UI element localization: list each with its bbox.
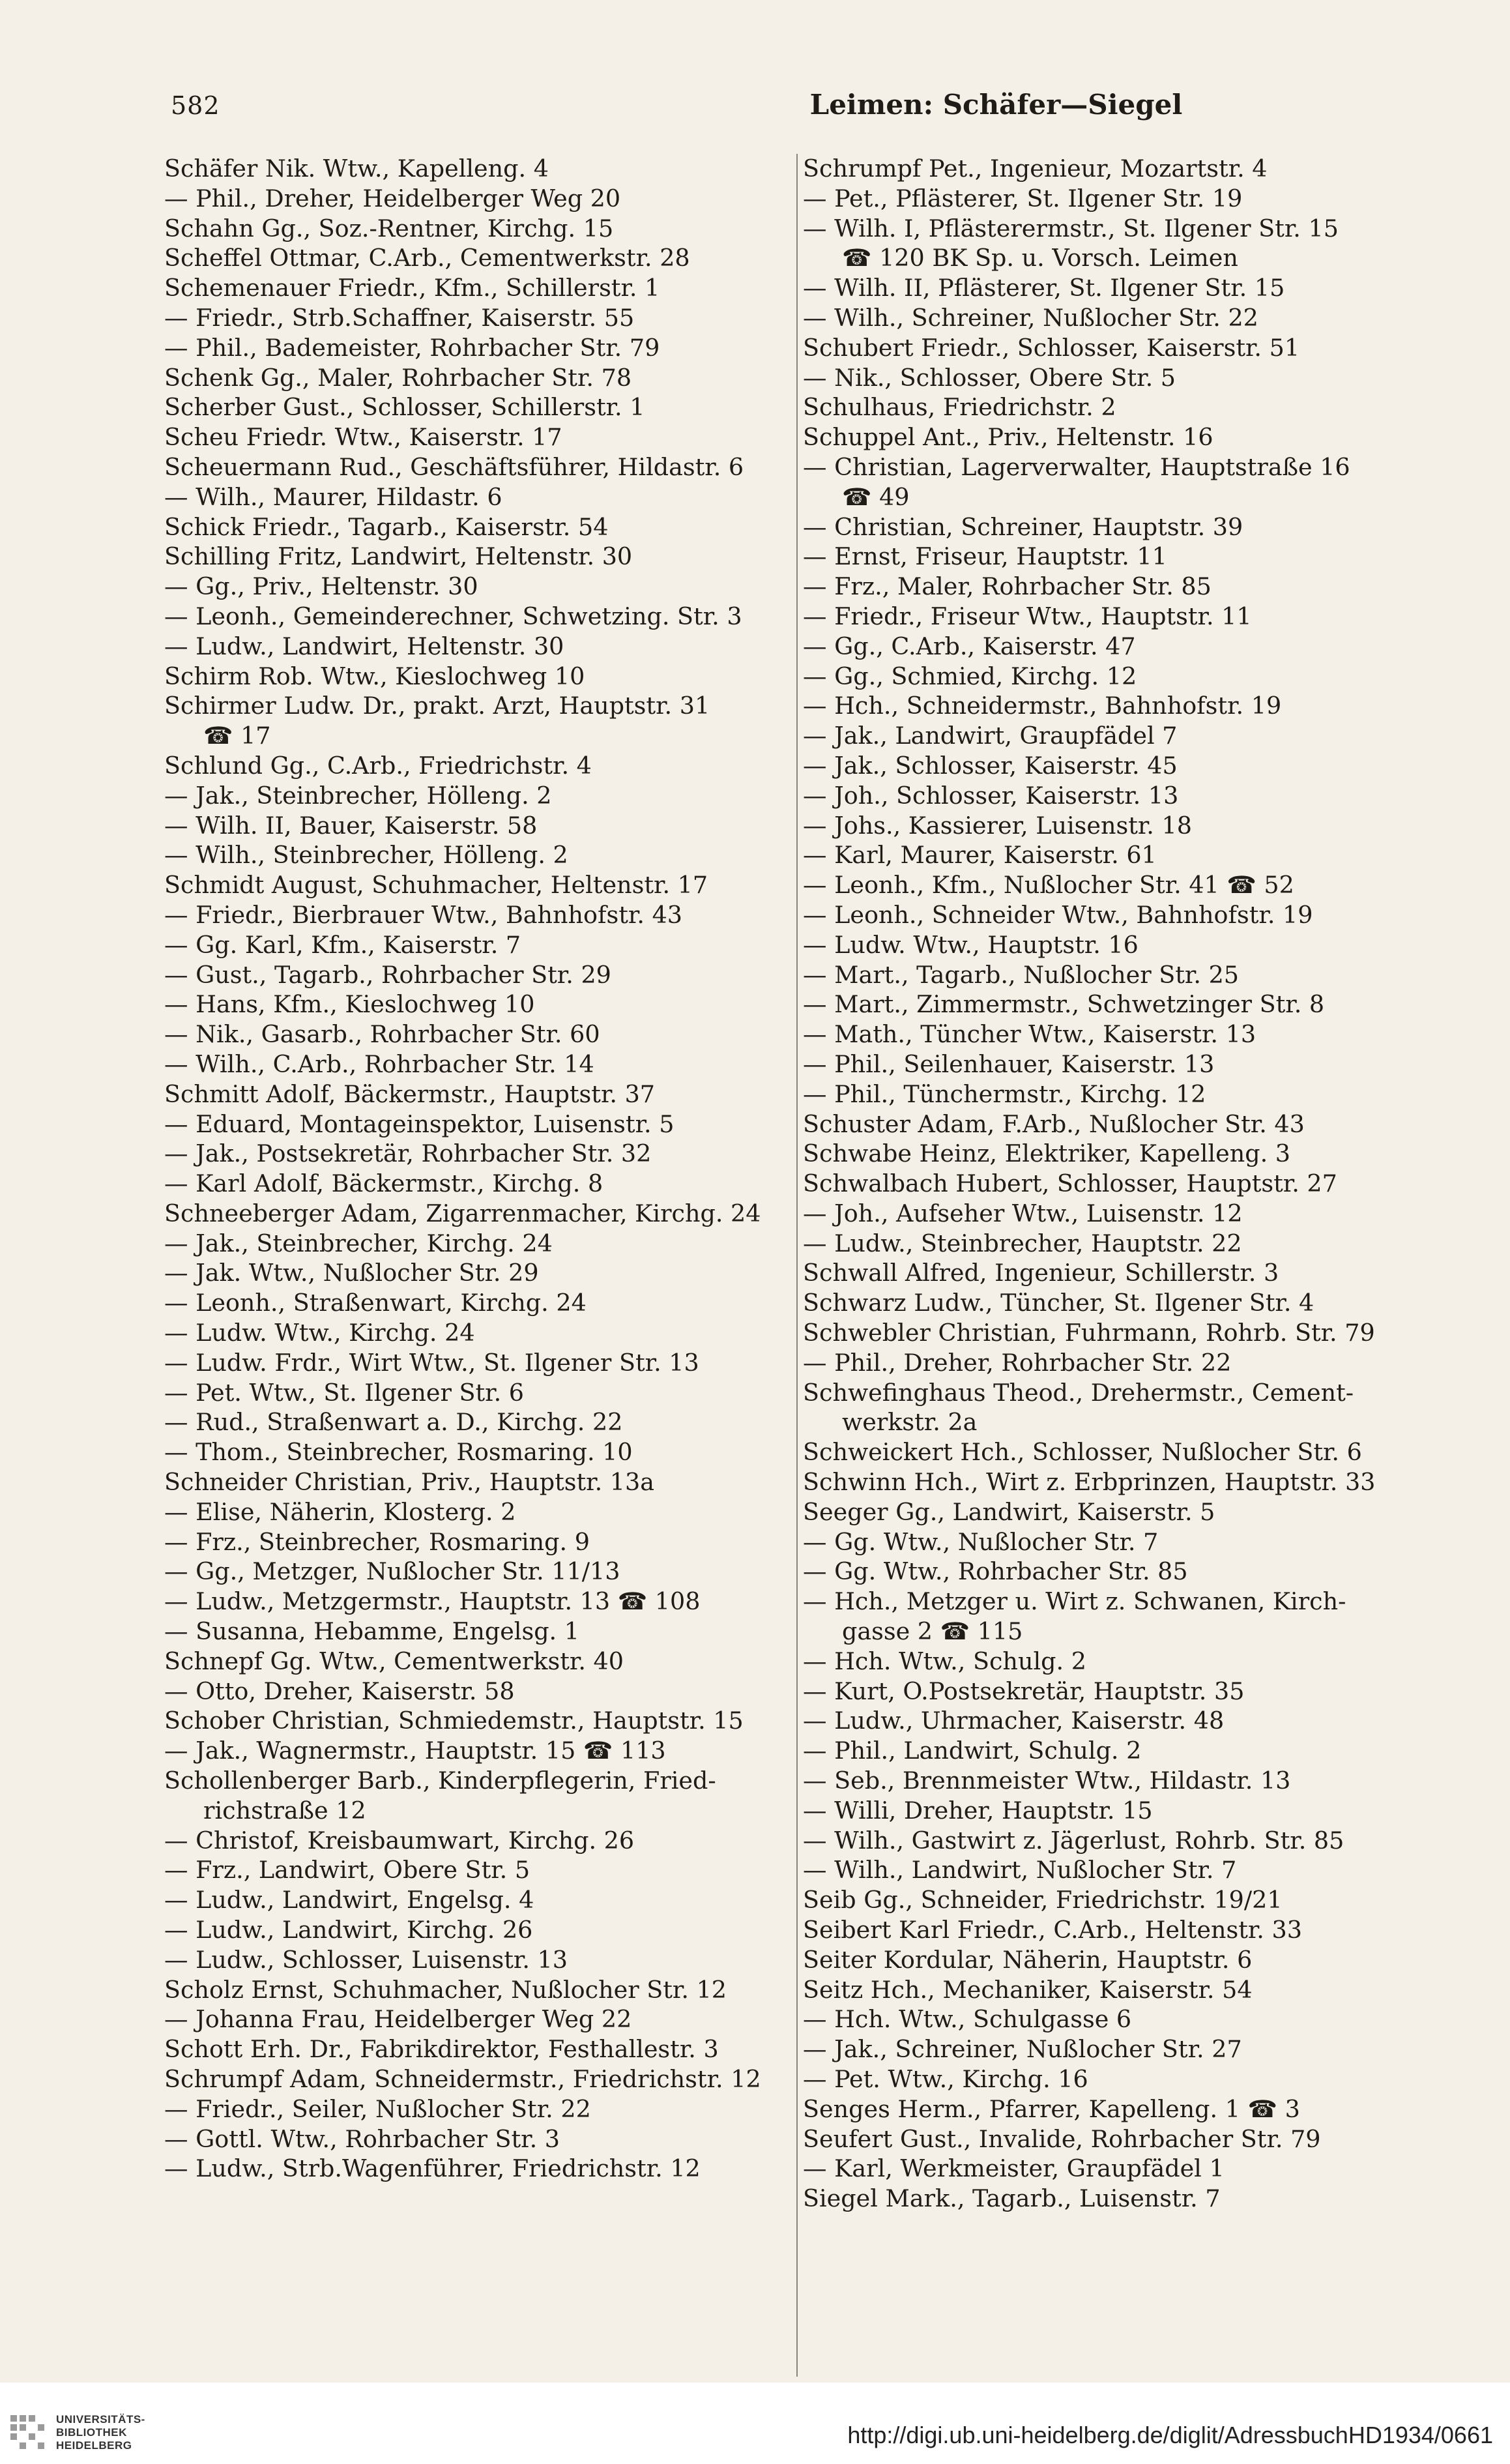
directory-entry: Schmidt August, Schuhmacher, Heltenstr. 17 — [164, 871, 708, 900]
directory-entry: — Leonh., Gemeinderechner, Schwetzing. Str. 3 — [164, 602, 742, 630]
directory-entry: — Math., Tüncher Wtw., Kaiserstr. 13 — [803, 1020, 1256, 1049]
directory-entry: — Ludw., Landwirt, Engelsg. 4 — [164, 1886, 534, 1914]
directory-entry: — Gg. Wtw., Nußlocher Str. 7 — [803, 1527, 1159, 1556]
directory-entry: — Jak., Steinbrecher, Hölleng. 2 — [164, 781, 552, 810]
directory-entry: — Eduard, Montageinspektor, Luisenstr. 5 — [164, 1109, 675, 1138]
directory-entry: Seitz Hch., Mechaniker, Kaiserstr. 54 — [803, 1975, 1253, 2004]
directory-entry: — Wilh. II, Pflästerer, St. Ilgener Str. 15 — [803, 274, 1285, 302]
directory-entry: — Jak., Landwirt, Graupfädel 7 — [803, 722, 1178, 750]
directory-entry: — Jak., Schlosser, Kaiserstr. 45 — [803, 751, 1178, 780]
directory-entry: Schlund Gg., C.Arb., Friedrichstr. 4 — [164, 751, 592, 780]
directory-entry: Schuppel Ant., Priv., Heltenstr. 16 — [803, 423, 1213, 452]
directory-entry: — Gg. Wtw., Rohrbacher Str. 85 — [803, 1557, 1188, 1586]
directory-entry: Senges Herm., Pfarrer, Kapelleng. 1 ☎ 3 — [803, 2094, 1300, 2123]
directory-entry: — Christian, Schreiner, Hauptstr. 39 — [803, 512, 1243, 541]
directory-entry: — Friedr., Bierbrauer Wtw., Bahnhofstr. 43 — [164, 900, 683, 929]
directory-entry: — Wilh. I, Pflästerermstr., St. Ilgener Str. 15 — [803, 214, 1339, 242]
directory-entry: — Mart., Tagarb., Nußlocher Str. 25 — [803, 960, 1240, 989]
directory-entry: — Hch. Wtw., Schulgasse 6 — [803, 2005, 1132, 2034]
directory-entry-continuation: ☎ 120 BK Sp. u. Vorsch. Leimen — [842, 244, 1238, 272]
directory-entry: Schneeberger Adam, Zigarrenmacher, Kirchg. 24 — [164, 1199, 761, 1227]
directory-entry: Schemenauer Friedr., Kfm., Schillerstr. 1 — [164, 274, 660, 302]
footer-bar — [0, 2383, 1510, 2464]
directory-entry: — Ernst, Friseur, Hauptstr. 11 — [803, 542, 1167, 571]
directory-entry: — Phil., Dreher, Rohrbacher Str. 22 — [803, 1348, 1232, 1377]
directory-entry: Schirmer Ludw. Dr., prakt. Arzt, Hauptstr. 31 — [164, 692, 710, 720]
directory-entry: — Gg., C.Arb., Kaiserstr. 47 — [803, 632, 1136, 660]
directory-entry: — Friedr., Strb.Schaffner, Kaiserstr. 55 — [164, 303, 635, 332]
directory-entry: — Frz., Steinbrecher, Rosmaring. 9 — [164, 1527, 590, 1556]
directory-entry: Seiter Kordular, Näherin, Hauptstr. 6 — [803, 1945, 1253, 1974]
directory-entry: — Willi, Dreher, Hauptstr. 15 — [803, 1796, 1153, 1825]
directory-entry: Scherber Gust., Schlosser, Schillerstr. 1 — [164, 393, 645, 422]
directory-entry: — Hch., Schneidermstr., Bahnhofstr. 19 — [803, 692, 1282, 720]
directory-entry: — Phil., Tünchermstr., Kirchg. 12 — [803, 1079, 1206, 1108]
column-divider — [796, 154, 798, 2377]
directory-entry-continuation: ☎ 17 — [203, 722, 271, 750]
directory-entry: — Jak., Steinbrecher, Kirchg. 24 — [164, 1229, 553, 1257]
directory-entry: Schwarz Ludw., Tüncher, St. Ilgener Str. 4 — [803, 1289, 1314, 1317]
directory-entry: — Phil., Seilenhauer, Kaiserstr. 13 — [803, 1049, 1215, 1078]
directory-entry: — Wilh., C.Arb., Rohrbacher Str. 14 — [164, 1049, 594, 1078]
directory-entry: Schmitt Adolf, Bäckermstr., Hauptstr. 37 — [164, 1079, 656, 1108]
directory-entry: Schubert Friedr., Schlosser, Kaiserstr. 51 — [803, 333, 1300, 362]
directory-entry: Schirm Rob. Wtw., Kieslochweg 10 — [164, 662, 585, 690]
directory-entry: Siegel Mark., Tagarb., Luisenstr. 7 — [803, 2184, 1221, 2213]
directory-entry: — Leonh., Straßenwart, Kirchg. 24 — [164, 1289, 587, 1317]
directory-entry: — Frz., Landwirt, Obere Str. 5 — [164, 1856, 530, 1885]
directory-entry: Schwalbach Hubert, Schlosser, Hauptstr. 27 — [803, 1169, 1337, 1198]
directory-entry: Schwebler Christian, Fuhrmann, Rohrb. Str. 79 — [803, 1319, 1375, 1347]
directory-entry: — Leonh., Kfm., Nußlocher Str. 41 ☎ 52 — [803, 871, 1294, 900]
directory-entry: — Frz., Maler, Rohrbacher Str. 85 — [803, 572, 1212, 601]
directory-entry: — Mart., Zimmermstr., Schwetzinger Str. 8 — [803, 990, 1325, 1019]
right-column — [803, 154, 1416, 2214]
directory-entry: — Hch., Metzger u. Wirt z. Schwanen, Kirch- — [803, 1587, 1346, 1616]
page-number: 582 — [171, 91, 220, 120]
directory-entry: — Pet. Wtw., St. Ilgener Str. 6 — [164, 1378, 525, 1407]
directory-entry: — Pet. Wtw., Kirchg. 16 — [803, 2065, 1088, 2093]
directory-entry: — Ludw., Uhrmacher, Kaiserstr. 48 — [803, 1707, 1225, 1735]
directory-entry: Seibert Karl Friedr., C.Arb., Heltenstr. 33 — [803, 1916, 1302, 1944]
directory-entry: — Karl Adolf, Bäckermstr., Kirchg. 8 — [164, 1169, 603, 1198]
directory-entry: — Rud., Straßenwart a. D., Kirchg. 22 — [164, 1408, 623, 1437]
directory-entry: — Christian, Lagerverwalter, Hauptstraße 16 — [803, 452, 1350, 481]
directory-entry: — Wilh., Schreiner, Nußlocher Str. 22 — [803, 303, 1258, 332]
directory-entry-continuation: richstraße 12 — [203, 1796, 366, 1825]
directory-entry: — Leonh., Schneider Wtw., Bahnhofstr. 19 — [803, 900, 1313, 929]
directory-entry: — Ludw. Wtw., Hauptstr. 16 — [803, 930, 1139, 959]
directory-entry: — Wilh., Landwirt, Nußlocher Str. 7 — [803, 1856, 1237, 1885]
directory-entry: — Karl, Werkmeister, Graupfädel 1 — [803, 2154, 1225, 2183]
directory-entry: — Karl, Maurer, Kaiserstr. 61 — [803, 841, 1157, 870]
logo-line-1: UNIVERSITÄTS- — [56, 2413, 145, 2426]
directory-entry: — Thom., Steinbrecher, Rosmaring. 10 — [164, 1438, 633, 1467]
directory-entry: — Jak. Wtw., Nußlocher Str. 29 — [164, 1259, 539, 1287]
directory-entry: — Pet., Pflästerer, St. Ilgener Str. 19 — [803, 184, 1243, 213]
directory-entry-continuation: werkstr. 2a — [842, 1408, 978, 1437]
library-logo — [8, 2413, 145, 2453]
directory-entry: — Susanna, Hebamme, Engelsg. 1 — [164, 1617, 579, 1646]
library-logo-text — [56, 2413, 145, 2452]
directory-entry-continuation: gasse 2 ☎ 115 — [842, 1617, 1023, 1646]
directory-entry: Schwabe Heinz, Elektriker, Kapelleng. 3 — [803, 1139, 1291, 1168]
directory-entry: Scheu Friedr. Wtw., Kaiserstr. 17 — [164, 423, 562, 452]
directory-entry: Schwefinghaus Theod., Drehermstr., Cement- — [803, 1378, 1354, 1407]
directory-entry: Seufert Gust., Invalide, Rohrbacher Str. 79 — [803, 2124, 1321, 2153]
directory-entry-continuation: ☎ 49 — [842, 482, 910, 511]
directory-entry: Schwall Alfred, Ingenieur, Schillerstr. 3 — [803, 1259, 1279, 1287]
directory-entry: — Wilh. II, Bauer, Kaiserstr. 58 — [164, 811, 538, 840]
directory-entry: — Ludw. Wtw., Kirchg. 24 — [164, 1319, 475, 1347]
directory-entry: Schäfer Nik. Wtw., Kapelleng. 4 — [164, 154, 549, 183]
directory-entry: Seeger Gg., Landwirt, Kaiserstr. 5 — [803, 1497, 1215, 1526]
directory-entry: — Wilh., Maurer, Hildastr. 6 — [164, 482, 502, 511]
directory-entry: Seib Gg., Schneider, Friedrichstr. 19/21 — [803, 1886, 1283, 1914]
directory-entry: — Hch. Wtw., Schulg. 2 — [803, 1647, 1086, 1675]
directory-entry: — Elise, Näherin, Klosterg. 2 — [164, 1497, 516, 1526]
directory-entry: — Phil., Dreher, Heidelberger Weg 20 — [164, 184, 621, 213]
directory-entry: Scholz Ernst, Schuhmacher, Nußlocher Str. 12 — [164, 1975, 727, 2004]
directory-entry: Schulhaus, Friedrichstr. 2 — [803, 393, 1116, 422]
directory-entry: — Jak., Wagnermstr., Hauptstr. 15 ☎ 113 — [164, 1737, 666, 1765]
directory-entry: — Seb., Brennmeister Wtw., Hildastr. 13 — [803, 1767, 1291, 1795]
directory-entry: — Christof, Kreisbaumwart, Kirchg. 26 — [164, 1826, 635, 1855]
directory-entry: Schott Erh. Dr., Fabrikdirektor, Festhallestr. 3 — [164, 2035, 719, 2064]
directory-entry: — Gg. Karl, Kfm., Kaiserstr. 7 — [164, 930, 521, 959]
directory-entry: — Ludw., Schlosser, Luisenstr. 13 — [164, 1945, 568, 1974]
directory-entry: — Wilh., Gastwirt z. Jägerlust, Rohrb. Str. 85 — [803, 1826, 1344, 1855]
directory-entry: Schnepf Gg. Wtw., Cementwerkstr. 40 — [164, 1647, 624, 1675]
directory-entry: — Johs., Kassierer, Luisenstr. 18 — [803, 811, 1192, 840]
directory-entry: — Ludw., Landwirt, Kirchg. 26 — [164, 1916, 533, 1944]
directory-entry: — Joh., Aufseher Wtw., Luisenstr. 12 — [803, 1199, 1243, 1227]
directory-entry: Scheuermann Rud., Geschäftsführer, Hildastr. 6 — [164, 452, 744, 481]
directory-entry: — Johanna Frau, Heidelberger Weg 22 — [164, 2005, 632, 2034]
directory-entry: Schilling Fritz, Landwirt, Heltenstr. 30 — [164, 542, 633, 571]
directory-entry: — Gg., Schmied, Kirchg. 12 — [803, 662, 1137, 690]
directory-entry: Scheffel Ottmar, C.Arb., Cementwerkstr. 28 — [164, 244, 690, 272]
directory-entry: — Jak., Postsekretär, Rohrbacher Str. 32 — [164, 1139, 652, 1168]
directory-entry: — Friedr., Friseur Wtw., Hauptstr. 11 — [803, 602, 1252, 630]
library-logo-icon — [8, 2413, 48, 2453]
directory-entry: Schrumpf Adam, Schneidermstr., Friedrichstr. 12 — [164, 2065, 761, 2093]
directory-entry: — Gust., Tagarb., Rohrbacher Str. 29 — [164, 960, 611, 989]
source-url-link[interactable]: http://digi.ub.uni-heidelberg.de/diglit/AdressbuchHD1934/0661 — [847, 2422, 1493, 2448]
directory-entry: — Friedr., Seiler, Nußlocher Str. 22 — [164, 2094, 591, 2123]
directory-entry: — Ludw. Frdr., Wirt Wtw., St. Ilgener Str. 13 — [164, 1348, 699, 1377]
directory-entry: Schenk Gg., Maler, Rohrbacher Str. 78 — [164, 363, 632, 392]
directory-entry: Schober Christian, Schmiedemstr., Hauptstr. 15 — [164, 1707, 744, 1735]
directory-entry: — Otto, Dreher, Kaiserstr. 58 — [164, 1677, 515, 1705]
directory-entry: Schweickert Hch., Schlosser, Nußlocher Str. 6 — [803, 1438, 1362, 1467]
directory-entry: — Ludw., Landwirt, Heltenstr. 30 — [164, 632, 564, 660]
directory-entry: — Hans, Kfm., Kieslochweg 10 — [164, 990, 535, 1019]
left-column — [164, 154, 783, 2184]
logo-line-2: BIBLIOTHEK — [56, 2426, 127, 2439]
directory-entry: Schuster Adam, F.Arb., Nußlocher Str. 43 — [803, 1109, 1305, 1138]
logo-line-3: HEIDELBERG — [56, 2439, 132, 2452]
directory-entry: Schwinn Hch., Wirt z. Erbprinzen, Hauptstr. 33 — [803, 1468, 1376, 1497]
directory-entry: Schneider Christian, Priv., Hauptstr. 13a — [164, 1468, 655, 1497]
directory-entry: — Ludw., Metzgermstr., Hauptstr. 13 ☎ 108 — [164, 1587, 701, 1616]
directory-entry: — Ludw., Strb.Wagenführer, Friedrichstr. 12 — [164, 2154, 701, 2183]
directory-entry: Schollenberger Barb., Kinderpflegerin, Fried- — [164, 1767, 716, 1795]
directory-entry: — Phil., Landwirt, Schulg. 2 — [803, 1737, 1142, 1765]
directory-entry: Schahn Gg., Soz.-Rentner, Kirchg. 15 — [164, 214, 614, 242]
directory-entry: — Joh., Schlosser, Kaiserstr. 13 — [803, 781, 1179, 810]
directory-entry: — Phil., Bademeister, Rohrbacher Str. 79 — [164, 333, 660, 362]
directory-entry: — Gg., Priv., Heltenstr. 30 — [164, 572, 478, 601]
directory-entry: — Gottl. Wtw., Rohrbacher Str. 3 — [164, 2124, 560, 2153]
directory-entry: Schick Friedr., Tagarb., Kaiserstr. 54 — [164, 512, 609, 541]
directory-entry: — Wilh., Steinbrecher, Hölleng. 2 — [164, 841, 568, 870]
directory-entry: — Kurt, O.Postsekretär, Hauptstr. 35 — [803, 1677, 1245, 1705]
directory-entry: — Gg., Metzger, Nußlocher Str. 11/13 — [164, 1557, 620, 1586]
running-header: Leimen: Schäfer—Siegel — [809, 89, 1183, 121]
directory-entry: — Jak., Schreiner, Nußlocher Str. 27 — [803, 2035, 1242, 2064]
directory-entry: — Nik., Schlosser, Obere Str. 5 — [803, 363, 1176, 392]
directory-entry: Schrumpf Pet., Ingenieur, Mozartstr. 4 — [803, 154, 1268, 183]
directory-entry: — Ludw., Steinbrecher, Hauptstr. 22 — [803, 1229, 1242, 1257]
directory-entry: — Nik., Gasarb., Rohrbacher Str. 60 — [164, 1020, 600, 1049]
